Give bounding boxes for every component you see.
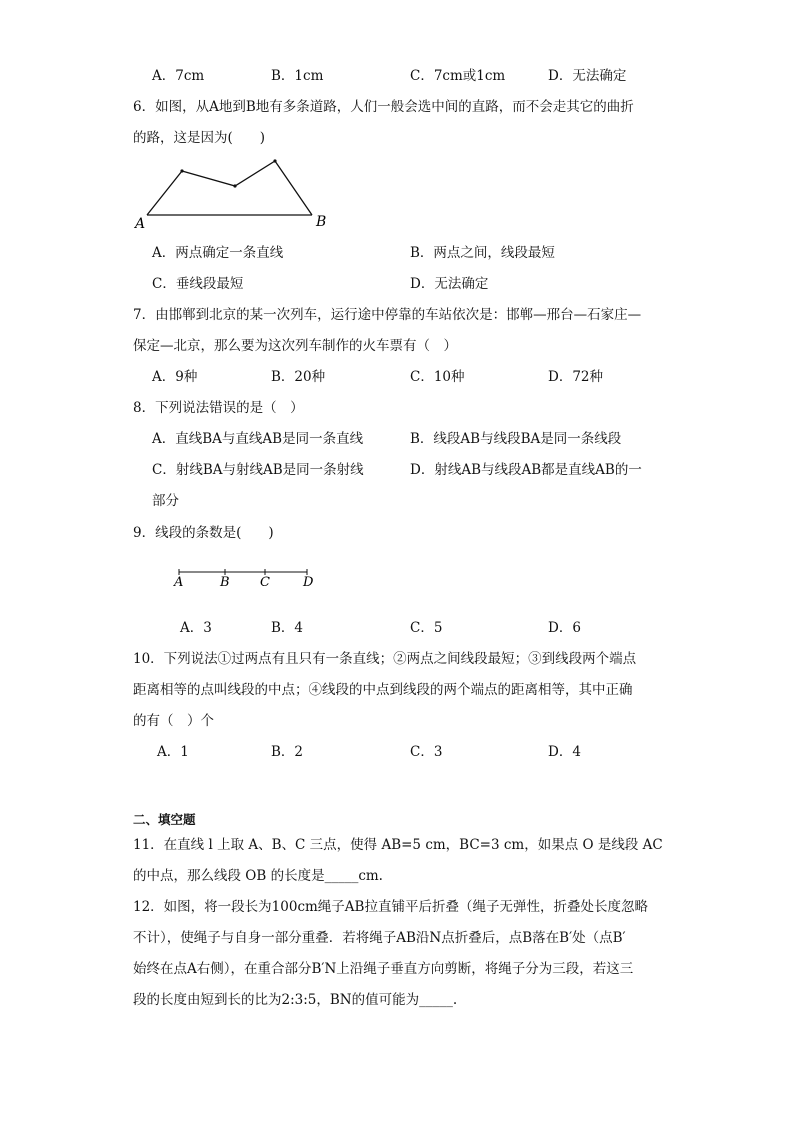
- q9-option-d: D．6: [548, 620, 581, 636]
- q9-stem: 9．线段的条数是( ): [133, 525, 274, 541]
- q7-option-b: B．20种: [271, 369, 326, 385]
- q5-option-d: D．无法确定: [548, 68, 627, 84]
- q10-stem-line-2: 距离相等的点叫线段的中点；④线段的中点到线段的两个端点的距离相等，其中正确: [133, 682, 633, 698]
- q6-option-c: C．垂线段最短: [152, 276, 244, 292]
- q7-stem-line-1: 7．由邯郸到北京的某一次列车，运行途中停靠的车站依次是：邯郸—邢台—石家庄—: [133, 307, 642, 323]
- q9-option-b: B．4: [271, 620, 304, 636]
- q11-line-1: 11．在直线 l 上取 A、B、C 三点，使得 AB=5 cm，BC=3 cm，如果点 O 是线段 AC: [133, 837, 663, 853]
- section-title-fill-in: 二、填空题: [133, 812, 196, 827]
- q8-option-d: D．射线AB与线段AB都是直线AB的一: [410, 462, 642, 478]
- q8-option-b: B．线段AB与线段BA是同一条线段: [410, 431, 622, 447]
- q10-option-a: A．1: [157, 744, 189, 760]
- q10-stem-line-3: 的有（ ）个: [133, 713, 214, 729]
- q8-option-a: A．直线BA与直线AB是同一条直线: [152, 431, 364, 447]
- q6-label-a: A: [135, 216, 146, 232]
- q6-option-b: B．两点之间，线段最短: [410, 245, 555, 261]
- q7-option-a: A．9种: [152, 369, 198, 385]
- q10-option-c: C．3: [410, 744, 443, 760]
- q10-option-b: B．2: [271, 744, 304, 760]
- q5-option-a: A．7cm: [152, 68, 205, 84]
- q8-stem: 8．下列说法错误的是（ ）: [133, 400, 304, 416]
- q9-label-d: D: [303, 575, 314, 590]
- q9-label-c: C: [260, 575, 270, 590]
- q12-line-4: 段的长度由短到长的比为2:3:5，BN的值可能为_____.: [133, 992, 458, 1008]
- q6-stem-line-1: 6．如图，从A地到B地有多条道路，人们一般会选中间的直路，而不会走其它的曲折: [133, 99, 634, 115]
- q12-line-3: 始终在点A右侧），在重合部分B′N上沿绳子垂直方向剪断，将绳子分为三段，若这三: [133, 961, 634, 977]
- q5-option-b: B．1cm: [271, 68, 324, 84]
- q6-label-b: B: [316, 214, 327, 230]
- q6-option-a: A．两点确定一条直线: [152, 245, 284, 261]
- q6-curved-road: [147, 161, 312, 215]
- q8-option-c: C．射线BA与射线AB是同一条射线: [152, 462, 364, 478]
- q7-option-c: C．10种: [410, 369, 465, 385]
- q7-stem-line-2: 保定—北京，那么要为这次列车制作的火车票有（ ）: [133, 338, 457, 354]
- q10-option-d: D．4: [548, 744, 581, 760]
- q6-option-d: D．无法确定: [410, 276, 489, 292]
- q7-option-d: D．72种: [548, 369, 604, 385]
- q5-option-c: C．7cm或1cm: [410, 68, 506, 84]
- q9-option-a: A．3: [180, 620, 212, 636]
- q9-label-b: B: [220, 575, 230, 590]
- q9-figure-segment: [170, 562, 320, 592]
- q6-figure-roads: [130, 155, 340, 235]
- q10-stem-line-1: 10．下列说法①过两点有且只有一条直线；②两点之间线段最短；③到线段两个端点: [133, 651, 637, 667]
- q9-option-c: C．5: [410, 620, 443, 636]
- q11-line-2: 的中点，那么线段 OB 的长度是_____cm.: [133, 868, 383, 884]
- q12-line-2: 不计），使绳子与自身一部分重叠．若将绳子AB沿N点折叠后，点B落在B′处（点B′: [133, 930, 626, 946]
- q12-line-1: 12．如图，将一段长为100cm绳子AB拉直铺平后折叠（绳子无弹性，折叠处长度忽略: [133, 899, 648, 915]
- q9-label-a: A: [174, 575, 184, 590]
- q6-stem-line-2: 的路，这是因为( ): [133, 130, 266, 146]
- q8-option-d-continued: 部分: [152, 493, 179, 509]
